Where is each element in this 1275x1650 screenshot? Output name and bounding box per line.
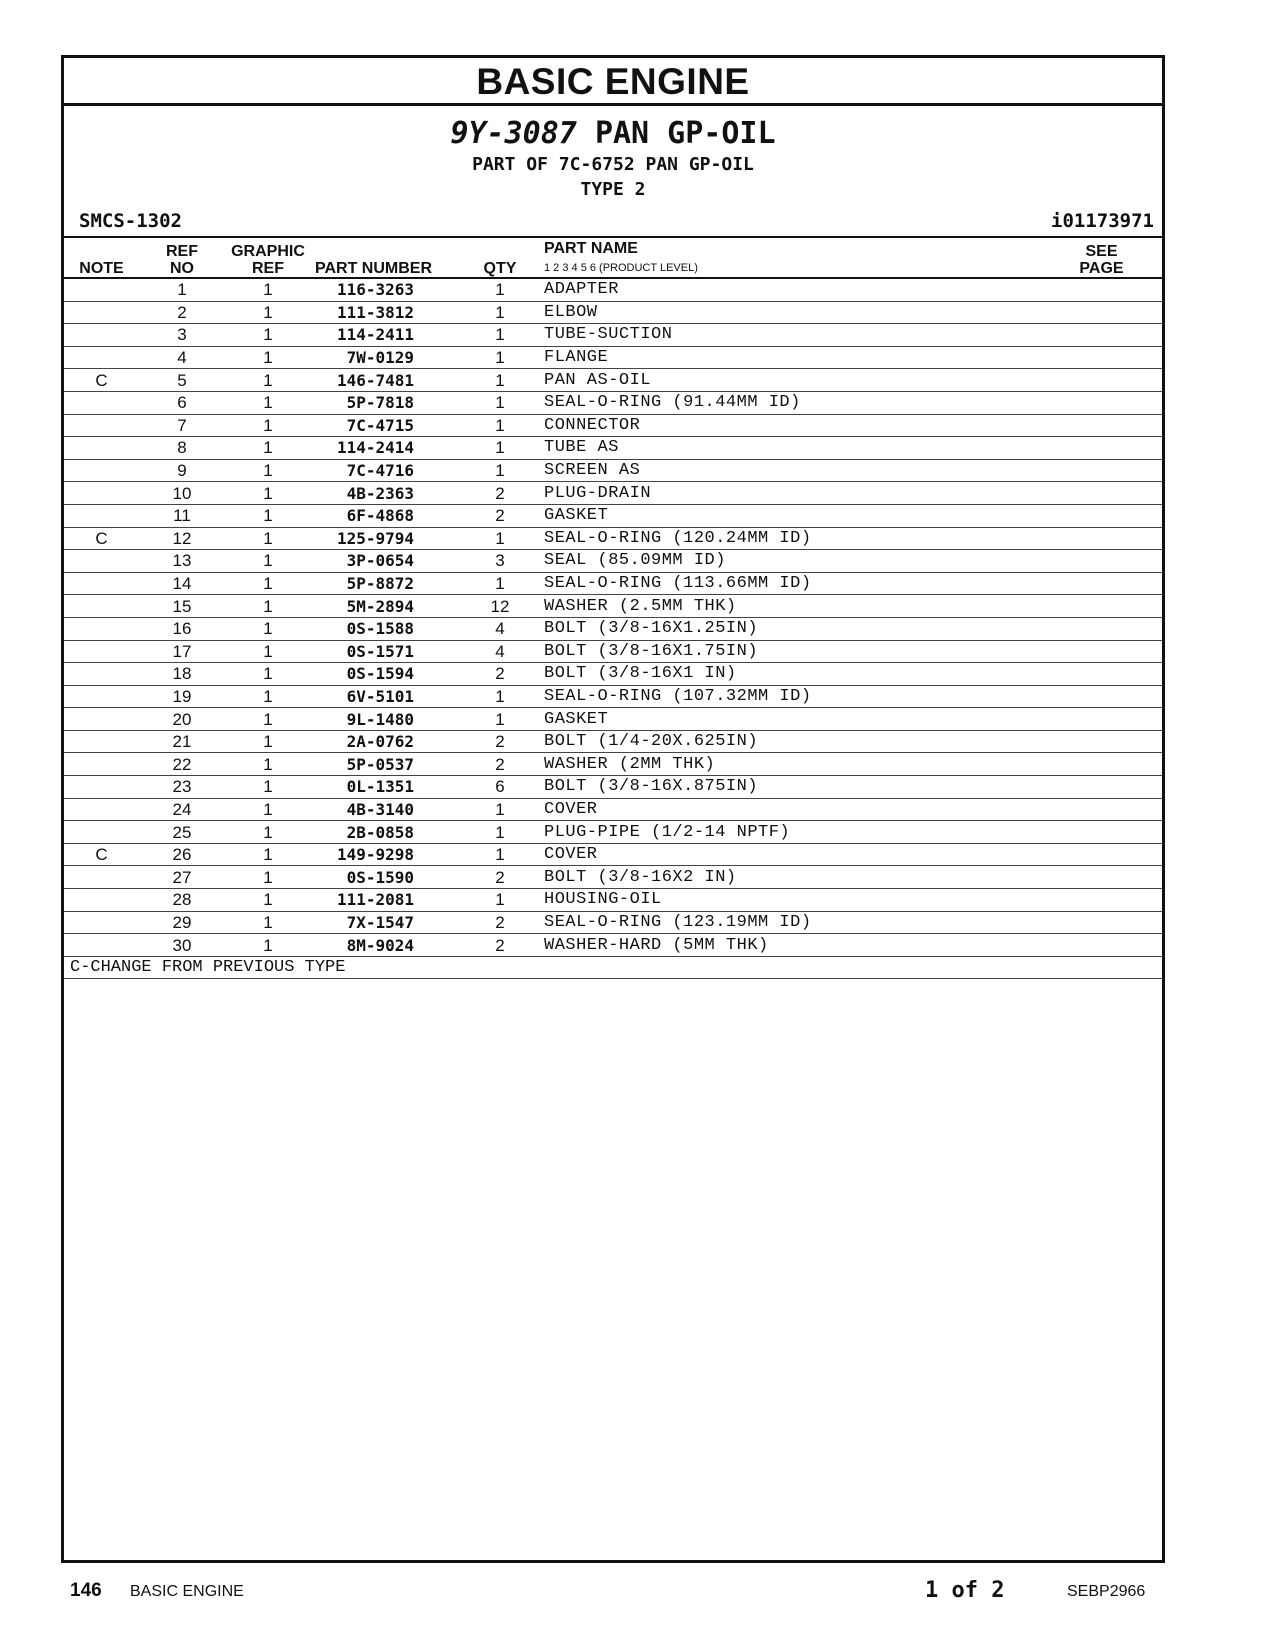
table-row — [64, 866, 1162, 889]
table-row — [64, 640, 1162, 663]
qty-cell: 1 — [456, 685, 544, 708]
see-page-cell — [1041, 504, 1162, 527]
graphic-ref-cell: 1 — [225, 798, 311, 821]
part-name-cell: PLUG-DRAIN — [544, 482, 1041, 505]
qty-cell: 1 — [456, 369, 544, 392]
part-number-cell: 0S-1571 — [311, 640, 456, 663]
ref-no-cell: 26 — [139, 843, 225, 866]
qty-cell: 1 — [456, 346, 544, 369]
table-row — [64, 798, 1162, 821]
table-row — [64, 572, 1162, 595]
ref-no-cell: 5 — [139, 369, 225, 392]
note-cell: C — [64, 369, 139, 392]
note-cell — [64, 663, 139, 686]
table-row — [64, 391, 1162, 414]
note-cell — [64, 482, 139, 505]
table-row — [64, 934, 1162, 957]
table-row — [64, 685, 1162, 708]
table-row — [64, 617, 1162, 640]
note-cell — [64, 640, 139, 663]
header-qty: QTY — [456, 237, 544, 278]
ref-no-cell: 18 — [139, 663, 225, 686]
type-line: TYPE 2 — [580, 179, 646, 200]
table-row — [64, 708, 1162, 731]
qty-cell: 4 — [456, 640, 544, 663]
part-name-cell: BOLT (3/8-16X1 IN) — [544, 663, 1041, 686]
header-graphic-ref: GRAPHIC REF — [225, 237, 311, 278]
note-cell — [64, 324, 139, 347]
note-cell — [64, 753, 139, 776]
part-number-cell: 125-9794 — [311, 527, 456, 550]
note-cell — [64, 776, 139, 799]
table-row — [64, 730, 1162, 753]
part-name-cell: SEAL-O-RING (123.19MM ID) — [544, 911, 1041, 934]
part-number-cell: 2A-0762 — [311, 730, 456, 753]
ref-no-cell: 13 — [139, 550, 225, 573]
part-name-cell: SEAL-O-RING (107.32MM ID) — [544, 685, 1041, 708]
table-row — [64, 301, 1162, 324]
part-name-cell: PLUG-PIPE (1/2-14 NPTF) — [544, 821, 1041, 844]
see-page-cell — [1041, 708, 1162, 731]
ref-no-cell: 15 — [139, 595, 225, 618]
header-ref-no: REF NO — [139, 237, 225, 278]
ref-no-cell: 14 — [139, 572, 225, 595]
table-row — [64, 482, 1162, 505]
table-row — [64, 324, 1162, 347]
ref-no-cell: 30 — [139, 934, 225, 957]
qty-cell: 1 — [456, 278, 544, 301]
see-page-cell — [1041, 346, 1162, 369]
graphic-ref-cell: 1 — [225, 369, 311, 392]
see-page-cell — [1041, 414, 1162, 437]
table-row — [64, 369, 1162, 392]
table-row — [64, 459, 1162, 482]
graphic-ref-cell: 1 — [225, 346, 311, 369]
part-name-cell: SEAL-O-RING (113.66MM ID) — [544, 572, 1041, 595]
part-number-cell: 116-3263 — [311, 278, 456, 301]
table-row — [64, 821, 1162, 844]
table-row — [64, 346, 1162, 369]
table-row — [64, 504, 1162, 527]
qty-cell: 1 — [456, 843, 544, 866]
part-name-cell: WASHER (2MM THK) — [544, 753, 1041, 776]
header-part-number: PART NUMBER — [311, 237, 456, 278]
group-part-number: 9Y-3087 — [450, 116, 577, 151]
graphic-ref-cell: 1 — [225, 504, 311, 527]
part-name-cell: PAN AS-OIL — [544, 369, 1041, 392]
ref-no-cell: 20 — [139, 708, 225, 731]
part-number-cell: 7W-0129 — [311, 346, 456, 369]
part-number-cell: 111-2081 — [311, 889, 456, 912]
graphic-ref-cell: 1 — [225, 414, 311, 437]
graphic-ref-cell: 1 — [225, 889, 311, 912]
graphic-ref-cell: 1 — [225, 640, 311, 663]
section-title: BASIC ENGINE — [64, 58, 1162, 106]
see-page-cell — [1041, 821, 1162, 844]
part-number-cell: 2B-0858 — [311, 821, 456, 844]
part-number-cell: 5P-0537 — [311, 753, 456, 776]
part-name-cell: ELBOW — [544, 301, 1041, 324]
illustration-id: i01173971 — [1051, 210, 1154, 232]
qty-cell: 12 — [456, 595, 544, 618]
table-row — [64, 889, 1162, 912]
page-number: 146 — [70, 1580, 102, 1601]
graphic-ref-cell: 1 — [225, 617, 311, 640]
ref-no-cell: 7 — [139, 414, 225, 437]
graphic-ref-cell: 1 — [225, 730, 311, 753]
see-page-cell — [1041, 301, 1162, 324]
see-page-cell — [1041, 798, 1162, 821]
see-page-cell — [1041, 640, 1162, 663]
qty-cell: 1 — [456, 459, 544, 482]
note-cell — [64, 346, 139, 369]
ref-no-cell: 27 — [139, 866, 225, 889]
table-row — [64, 550, 1162, 573]
graphic-ref-cell: 1 — [225, 663, 311, 686]
part-number-cell: 4B-2363 — [311, 482, 456, 505]
ref-no-cell: 16 — [139, 617, 225, 640]
see-page-cell — [1041, 437, 1162, 460]
part-number-cell: 0L-1351 — [311, 776, 456, 799]
smcs-code: SMCS-1302 — [79, 210, 182, 232]
part-number-cell: 8M-9024 — [311, 934, 456, 957]
graphic-ref-cell: 1 — [225, 821, 311, 844]
parts-list-frame — [61, 55, 1165, 1563]
see-page-cell — [1041, 527, 1162, 550]
table-row — [64, 753, 1162, 776]
qty-cell: 1 — [456, 414, 544, 437]
table-row — [64, 278, 1162, 301]
ref-no-cell: 23 — [139, 776, 225, 799]
ref-no-cell: 8 — [139, 437, 225, 460]
note-cell — [64, 391, 139, 414]
table-row — [64, 527, 1162, 550]
graphic-ref-cell: 1 — [225, 595, 311, 618]
part-name-cell: COVER — [544, 843, 1041, 866]
part-name-cell: COVER — [544, 798, 1041, 821]
qty-cell: 2 — [456, 934, 544, 957]
see-page-cell — [1041, 617, 1162, 640]
see-page-cell — [1041, 685, 1162, 708]
note-cell — [64, 414, 139, 437]
part-of-line: PART OF 7C-6752 PAN GP-OIL — [472, 154, 754, 175]
graphic-ref-cell: 1 — [225, 527, 311, 550]
document-id: SEBP2966 — [1067, 1583, 1146, 1600]
part-number-cell: 5M-2894 — [311, 595, 456, 618]
part-name-cell: BOLT (3/8-16X1.25IN) — [544, 617, 1041, 640]
table-row — [64, 414, 1162, 437]
note-cell — [64, 934, 139, 957]
part-name-cell: TUBE AS — [544, 437, 1041, 460]
note-cell — [64, 572, 139, 595]
see-page-cell — [1041, 911, 1162, 934]
see-page-cell — [1041, 934, 1162, 957]
qty-cell: 4 — [456, 617, 544, 640]
ref-no-cell: 17 — [139, 640, 225, 663]
part-name-cell: BOLT (3/8-16X2 IN) — [544, 866, 1041, 889]
see-page-cell — [1041, 866, 1162, 889]
qty-cell: 3 — [456, 550, 544, 573]
graphic-ref-cell: 1 — [225, 911, 311, 934]
part-number-cell: 114-2414 — [311, 437, 456, 460]
note-cell — [64, 278, 139, 301]
graphic-ref-cell: 1 — [225, 708, 311, 731]
qty-cell: 1 — [456, 889, 544, 912]
note-cell — [64, 617, 139, 640]
product-level-legend: 1 2 3 4 5 6 (PRODUCT LEVEL) — [544, 262, 698, 274]
part-name-cell: WASHER (2.5MM THK) — [544, 595, 1041, 618]
graphic-ref-cell: 1 — [225, 866, 311, 889]
table-header-row — [64, 237, 1162, 278]
page-footer — [0, 1580, 1275, 1610]
see-page-cell — [1041, 278, 1162, 301]
qty-cell: 6 — [456, 776, 544, 799]
see-page-cell — [1041, 324, 1162, 347]
see-page-cell — [1041, 369, 1162, 392]
ref-no-cell: 25 — [139, 821, 225, 844]
graphic-ref-cell: 1 — [225, 843, 311, 866]
note-cell — [64, 459, 139, 482]
part-number-cell: 111-3812 — [311, 301, 456, 324]
table-row — [64, 776, 1162, 799]
qty-cell: 2 — [456, 730, 544, 753]
part-name-cell: SCREEN AS — [544, 459, 1041, 482]
part-number-cell: 114-2411 — [311, 324, 456, 347]
part-name-cell: BOLT (3/8-16X.875IN) — [544, 776, 1041, 799]
note-cell — [64, 685, 139, 708]
part-name-cell: SEAL-O-RING (91.44MM ID) — [544, 391, 1041, 414]
graphic-ref-cell: 1 — [225, 301, 311, 324]
see-page-cell — [1041, 550, 1162, 573]
note-cell — [64, 798, 139, 821]
ref-no-cell: 4 — [139, 346, 225, 369]
graphic-ref-cell: 1 — [225, 482, 311, 505]
part-number-cell: 9L-1480 — [311, 708, 456, 731]
part-name-cell: BOLT (3/8-16X1.75IN) — [544, 640, 1041, 663]
group-name: PAN GP-OIL — [594, 116, 776, 151]
ref-no-cell: 6 — [139, 391, 225, 414]
part-name-cell: BOLT (1/4-20X.625IN) — [544, 730, 1041, 753]
graphic-ref-cell: 1 — [225, 550, 311, 573]
note-cell — [64, 911, 139, 934]
note-cell — [64, 889, 139, 912]
graphic-ref-cell: 1 — [225, 437, 311, 460]
part-number-cell: 3P-0654 — [311, 550, 456, 573]
table-row — [64, 663, 1162, 686]
table-row — [64, 843, 1162, 866]
part-number-cell: 6V-5101 — [311, 685, 456, 708]
note-cell: C — [64, 843, 139, 866]
ref-no-cell: 29 — [139, 911, 225, 934]
header-note: NOTE — [64, 237, 139, 278]
table-row — [64, 437, 1162, 460]
table-row — [64, 595, 1162, 618]
qty-cell: 2 — [456, 504, 544, 527]
graphic-ref-cell: 1 — [225, 685, 311, 708]
ref-no-cell: 24 — [139, 798, 225, 821]
see-page-cell — [1041, 843, 1162, 866]
group-title — [64, 116, 1162, 152]
ref-no-cell: 21 — [139, 730, 225, 753]
note-cell — [64, 730, 139, 753]
see-page-cell — [1041, 776, 1162, 799]
ref-no-cell: 9 — [139, 459, 225, 482]
part-name-cell: CONNECTOR — [544, 414, 1041, 437]
note-cell — [64, 550, 139, 573]
part-name-cell: TUBE-SUCTION — [544, 324, 1041, 347]
note-cell: C — [64, 527, 139, 550]
part-name-cell: FLANGE — [544, 346, 1041, 369]
graphic-ref-cell: 1 — [225, 934, 311, 957]
sheet-indicator: 1 of 2 — [925, 1578, 1005, 1603]
note-cell — [64, 504, 139, 527]
part-number-cell: 146-7481 — [311, 369, 456, 392]
qty-cell: 2 — [456, 482, 544, 505]
see-page-cell — [1041, 889, 1162, 912]
note-cell — [64, 301, 139, 324]
header-part-name: PART NAME 1 2 3 4 5 6 (PRODUCT LEVEL) — [544, 237, 1041, 278]
qty-cell: 1 — [456, 437, 544, 460]
ref-no-cell: 3 — [139, 324, 225, 347]
see-page-cell — [1041, 459, 1162, 482]
qty-cell: 1 — [456, 572, 544, 595]
part-name-cell: GASKET — [544, 708, 1041, 731]
table-row — [64, 911, 1162, 934]
part-number-cell: 0S-1588 — [311, 617, 456, 640]
part-number-cell: 5P-7818 — [311, 391, 456, 414]
qty-cell: 2 — [456, 753, 544, 776]
part-name-cell: ADAPTER — [544, 278, 1041, 301]
part-number-cell: 4B-3140 — [311, 798, 456, 821]
graphic-ref-cell: 1 — [225, 278, 311, 301]
ref-no-cell: 2 — [139, 301, 225, 324]
qty-cell: 1 — [456, 324, 544, 347]
part-name-cell: GASKET — [544, 504, 1041, 527]
see-page-cell — [1041, 753, 1162, 776]
part-name-cell: WASHER-HARD (5MM THK) — [544, 934, 1041, 957]
part-number-cell: 149-9298 — [311, 843, 456, 866]
qty-cell: 2 — [456, 911, 544, 934]
see-page-cell — [1041, 730, 1162, 753]
part-number-cell: 7C-4716 — [311, 459, 456, 482]
graphic-ref-cell: 1 — [225, 391, 311, 414]
ref-no-cell: 28 — [139, 889, 225, 912]
graphic-ref-cell: 1 — [225, 572, 311, 595]
footnote: C-CHANGE FROM PREVIOUS TYPE — [64, 956, 1162, 979]
graphic-ref-cell: 1 — [225, 776, 311, 799]
see-page-cell — [1041, 663, 1162, 686]
note-cell — [64, 821, 139, 844]
ref-no-cell: 10 — [139, 482, 225, 505]
footnote-row — [64, 956, 1162, 979]
qty-cell: 1 — [456, 301, 544, 324]
graphic-ref-cell: 1 — [225, 324, 311, 347]
ref-no-cell: 11 — [139, 504, 225, 527]
meta-row — [64, 210, 1162, 236]
part-number-cell: 7C-4715 — [311, 414, 456, 437]
parts-table — [64, 236, 1162, 979]
qty-cell: 1 — [456, 708, 544, 731]
qty-cell: 2 — [456, 663, 544, 686]
note-cell — [64, 708, 139, 731]
see-page-cell — [1041, 482, 1162, 505]
qty-cell: 1 — [456, 821, 544, 844]
header-see-page: SEE PAGE — [1041, 237, 1162, 278]
see-page-cell — [1041, 595, 1162, 618]
ref-no-cell: 22 — [139, 753, 225, 776]
part-name-cell: SEAL-O-RING (120.24MM ID) — [544, 527, 1041, 550]
note-cell — [64, 437, 139, 460]
part-number-cell: 0S-1594 — [311, 663, 456, 686]
part-name-cell: HOUSING-OIL — [544, 889, 1041, 912]
part-number-cell: 6F-4868 — [311, 504, 456, 527]
note-cell — [64, 866, 139, 889]
qty-cell: 2 — [456, 866, 544, 889]
graphic-ref-cell: 1 — [225, 753, 311, 776]
qty-cell: 1 — [456, 391, 544, 414]
ref-no-cell: 1 — [139, 278, 225, 301]
ref-no-cell: 19 — [139, 685, 225, 708]
part-number-cell: 0S-1590 — [311, 866, 456, 889]
ref-no-cell: 12 — [139, 527, 225, 550]
part-number-cell: 7X-1547 — [311, 911, 456, 934]
qty-cell: 1 — [456, 798, 544, 821]
note-cell — [64, 595, 139, 618]
footer-section: BASIC ENGINE — [130, 1583, 244, 1600]
see-page-cell — [1041, 572, 1162, 595]
see-page-cell — [1041, 391, 1162, 414]
part-number-cell: 5P-8872 — [311, 572, 456, 595]
part-name-cell: SEAL (85.09MM ID) — [544, 550, 1041, 573]
graphic-ref-cell: 1 — [225, 459, 311, 482]
qty-cell: 1 — [456, 527, 544, 550]
